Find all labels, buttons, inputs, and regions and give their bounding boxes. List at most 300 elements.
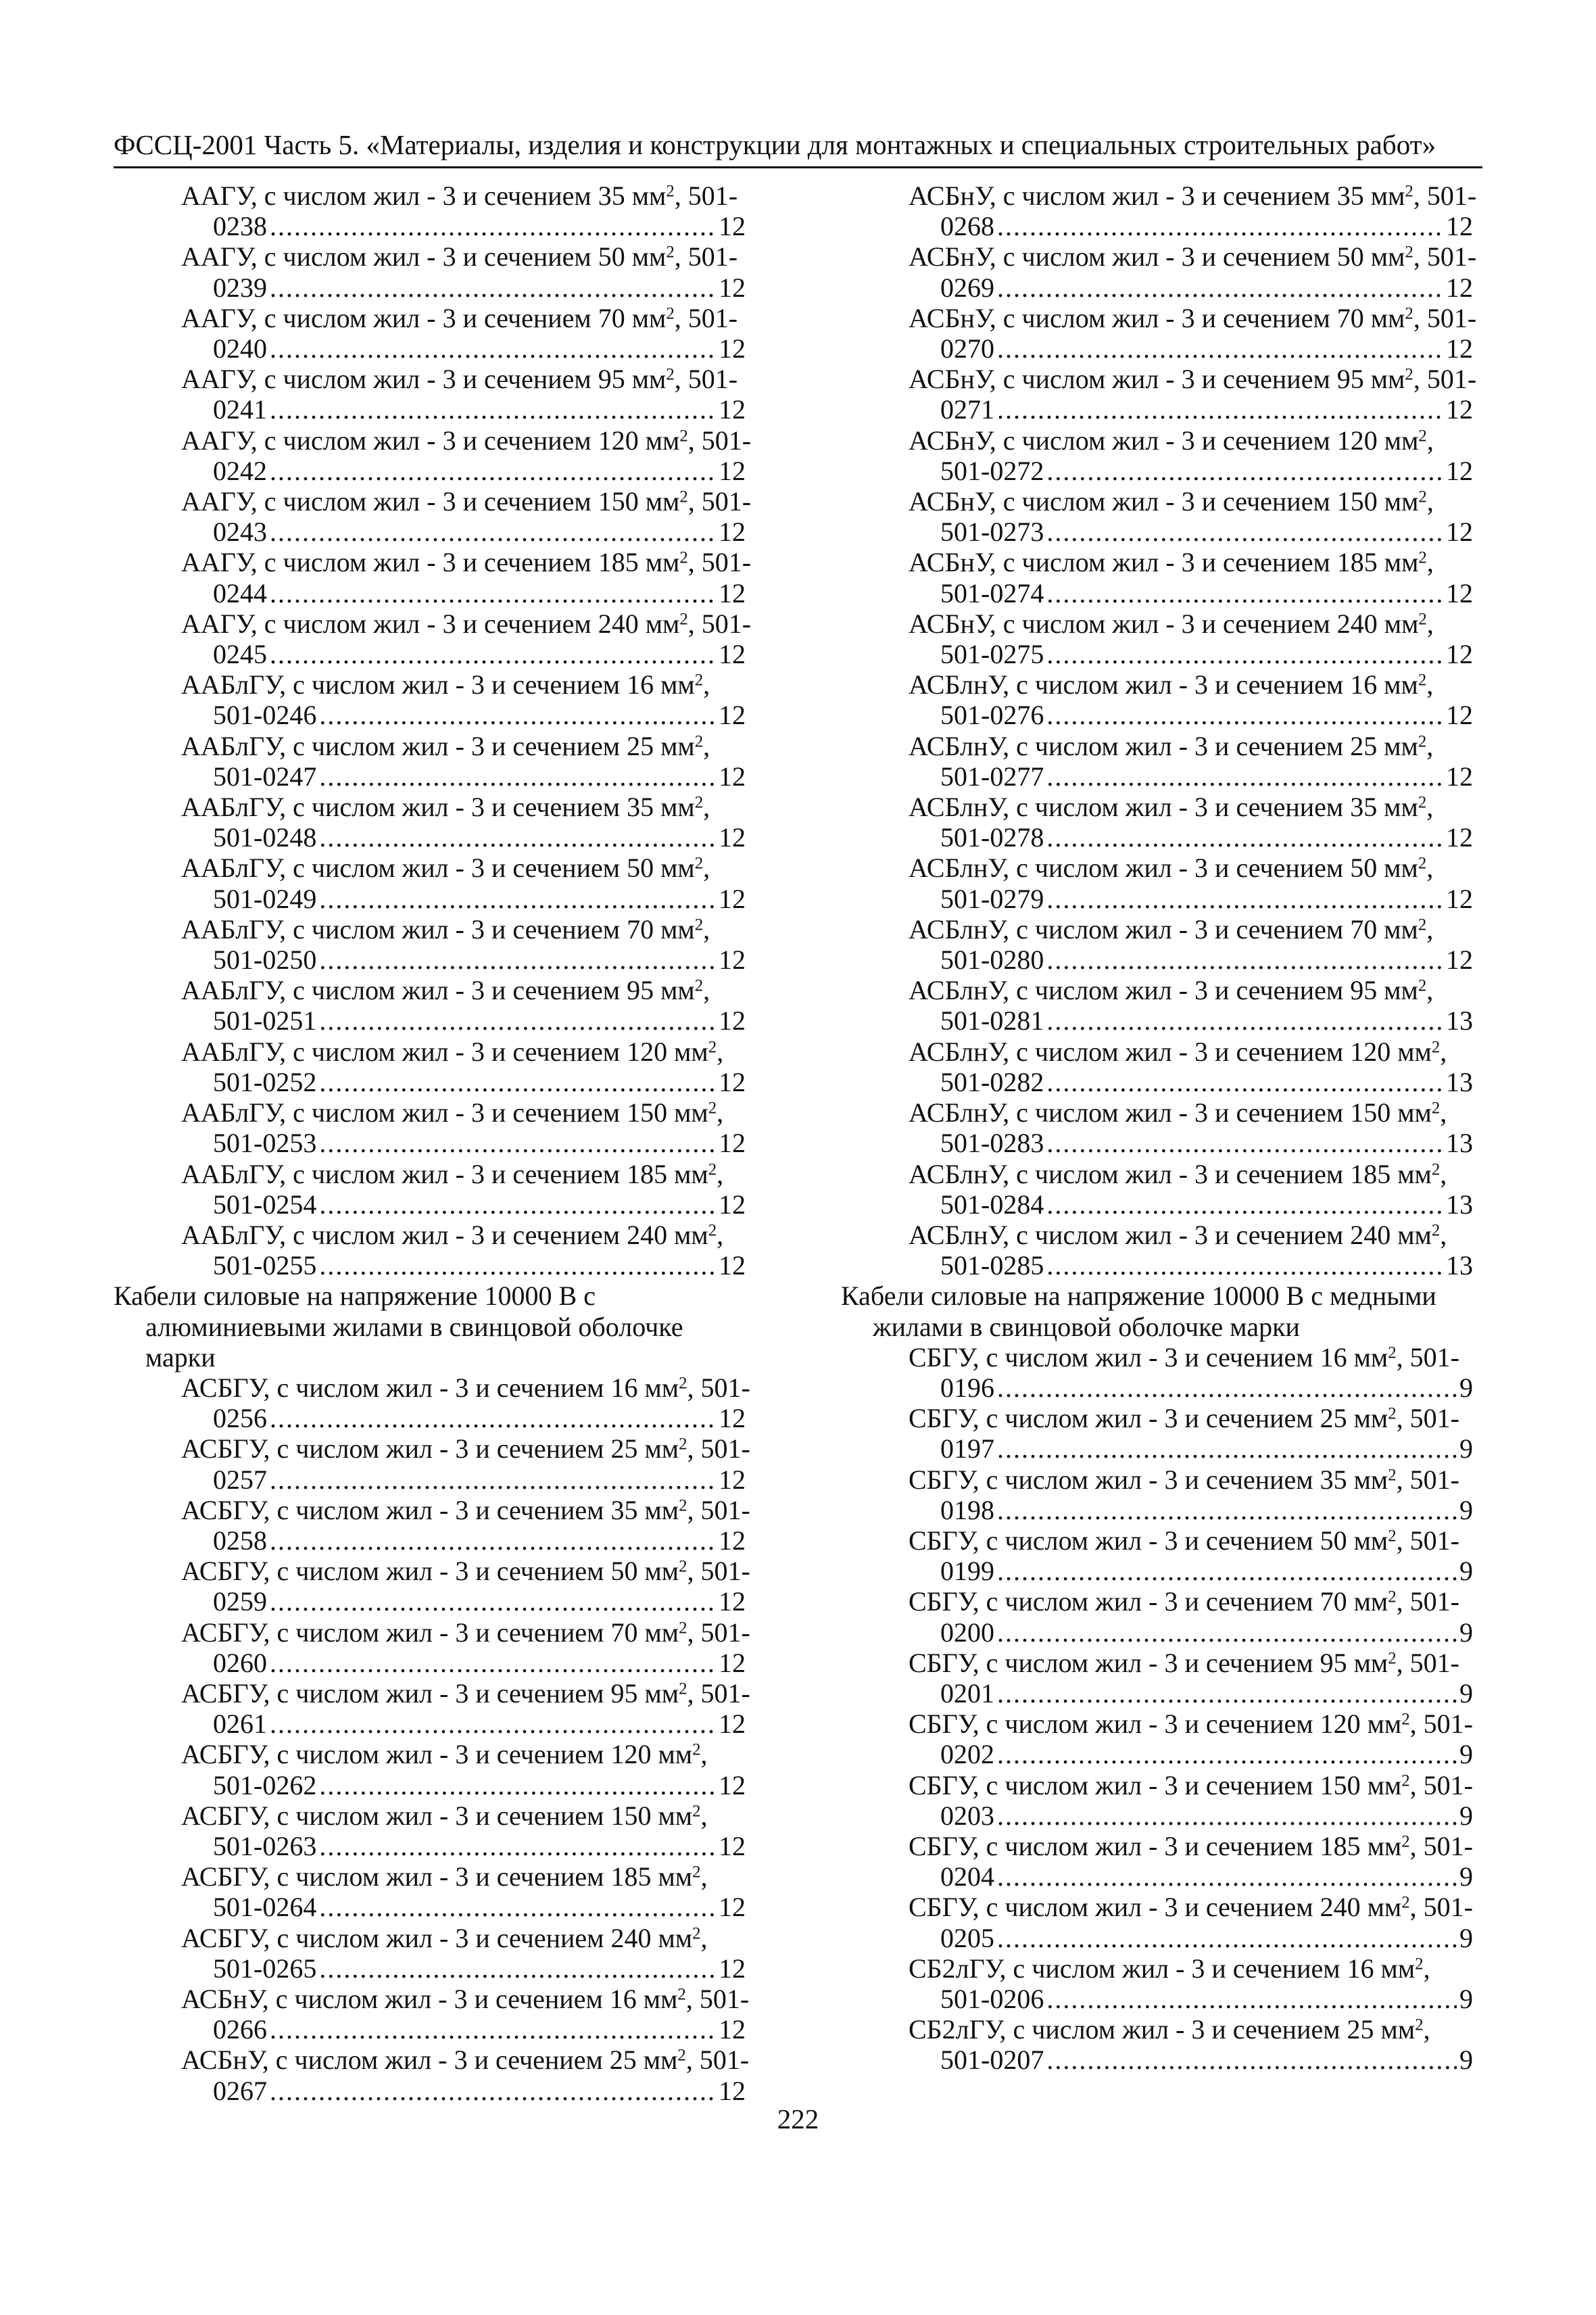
entry-title bbox=[114, 1861, 746, 1892]
entry-code: 0258 bbox=[213, 1525, 267, 1556]
entry-title bbox=[841, 1525, 1473, 1556]
entry-tail: , 501- bbox=[1409, 1709, 1473, 1740]
entry-name: ААБлГУ, с числом жил - 3 и сечением 16 мм bbox=[181, 669, 695, 700]
entry-name: АСБнУ, с числом жил - 3 и сечением 25 мм bbox=[181, 2045, 678, 2076]
entry-title bbox=[114, 1494, 750, 1525]
entry-tail: , 501- bbox=[687, 608, 752, 639]
entry-code-line bbox=[841, 1495, 1473, 1525]
dot-leader bbox=[1046, 884, 1443, 914]
entry-page: 9 bbox=[1459, 2045, 1473, 2076]
entry-page: 9 bbox=[1459, 1861, 1473, 1892]
index-entry bbox=[841, 731, 1473, 792]
index-entry bbox=[841, 2014, 1473, 2075]
entry-code: 0241 bbox=[213, 394, 267, 425]
dot-leader bbox=[1046, 1128, 1443, 1158]
entry-code-line bbox=[841, 639, 1473, 669]
superscript-2: 2 bbox=[1418, 732, 1427, 751]
entry-code: 501-0274 bbox=[940, 577, 1044, 608]
entry-code: 501-0253 bbox=[213, 1128, 317, 1159]
dot-leader bbox=[270, 2014, 716, 2045]
entry-tail: , bbox=[1426, 792, 1434, 823]
entry-page: 12 bbox=[719, 1525, 746, 1556]
superscript-2: 2 bbox=[692, 1924, 701, 1943]
entry-code-line bbox=[841, 1373, 1473, 1403]
entry-page: 12 bbox=[719, 1647, 746, 1678]
entry-tail: , 501- bbox=[1409, 1769, 1473, 1800]
entry-title bbox=[841, 731, 1473, 761]
dot-leader bbox=[319, 822, 716, 853]
dot-leader bbox=[270, 1709, 716, 1739]
entry-page: 9 bbox=[1459, 1433, 1473, 1464]
index-column-right bbox=[841, 181, 1477, 2076]
entry-code-line bbox=[114, 1709, 746, 1739]
entry-page: 12 bbox=[719, 1066, 746, 1097]
entry-title bbox=[841, 792, 1473, 822]
superscript-2: 2 bbox=[677, 1985, 686, 2004]
entry-name: АСБГУ, с числом жил - 3 и сечением 70 мм bbox=[181, 1617, 679, 1648]
index-entry bbox=[114, 608, 752, 670]
entry-code-line bbox=[841, 884, 1473, 914]
entry-code-line bbox=[841, 394, 1473, 425]
dot-leader bbox=[270, 1464, 716, 1495]
dot-leader bbox=[270, 1586, 716, 1617]
entry-name: АСБнУ, с числом жил - 3 и сечением 35 мм bbox=[909, 181, 1405, 211]
entry-page: 9 bbox=[1459, 1677, 1473, 1709]
superscript-2: 2 bbox=[679, 1679, 687, 1698]
entry-tail: , bbox=[1426, 425, 1434, 456]
entry-code: 0199 bbox=[940, 1556, 994, 1587]
entry-code-line bbox=[114, 1953, 746, 1984]
superscript-2: 2 bbox=[679, 1374, 687, 1393]
index-entry bbox=[841, 364, 1477, 425]
entry-tail: , 501- bbox=[1396, 1341, 1459, 1373]
entry-title bbox=[841, 1464, 1473, 1495]
entry-code-line bbox=[841, 517, 1473, 547]
entry-code: 0257 bbox=[213, 1464, 267, 1495]
entry-code: 0201 bbox=[940, 1677, 994, 1709]
entry-code: 501-0281 bbox=[940, 1005, 1044, 1036]
entry-page: 12 bbox=[719, 1830, 746, 1861]
entry-page: 12 bbox=[719, 945, 746, 976]
entry-name: АСБлнУ, с числом жил - 3 и сечением 50 мм bbox=[909, 853, 1418, 884]
entry-code: 0196 bbox=[940, 1372, 994, 1403]
entry-title bbox=[114, 364, 746, 394]
entry-page: 12 bbox=[719, 883, 746, 914]
entry-name: АСБнУ, с числом жил - 3 и сечением 50 мм bbox=[909, 241, 1405, 272]
entry-title bbox=[114, 853, 746, 883]
entry-title bbox=[114, 1677, 750, 1709]
dot-leader bbox=[270, 1525, 716, 1556]
entry-page: 12 bbox=[719, 1953, 746, 1984]
superscript-2: 2 bbox=[1418, 976, 1427, 995]
superscript-2: 2 bbox=[1418, 671, 1427, 690]
entry-code-line bbox=[841, 333, 1473, 364]
entry-code: 501-0284 bbox=[940, 1189, 1044, 1220]
entry-code: 501-0206 bbox=[940, 1983, 1044, 2014]
dot-leader bbox=[319, 1005, 716, 1036]
entry-tail: , 501- bbox=[687, 425, 752, 456]
entry-code: 0268 bbox=[940, 211, 994, 242]
section-heading bbox=[841, 1281, 1473, 1341]
section-heading-line: марки bbox=[145, 1341, 216, 1373]
entry-page: 9 bbox=[1459, 1372, 1473, 1403]
superscript-2: 2 bbox=[694, 671, 704, 690]
entry-name: СБГУ, с числом жил - 3 и сечением 25 мм bbox=[909, 1403, 1388, 1434]
entry-page: 12 bbox=[719, 1189, 746, 1220]
index-entry bbox=[114, 364, 746, 425]
entry-code: 501-0207 bbox=[940, 2045, 1044, 2076]
entry-code: 0240 bbox=[213, 333, 267, 364]
index-entry bbox=[114, 1433, 750, 1495]
entry-tail: , 501- bbox=[1413, 241, 1477, 272]
entry-code: 0271 bbox=[940, 394, 994, 425]
entry-tail: , bbox=[1426, 486, 1434, 517]
entry-page: 9 bbox=[1459, 1922, 1473, 1953]
entry-name: АСБГУ, с числом жил - 3 и сечением 95 мм bbox=[181, 1677, 679, 1709]
entry-code-line bbox=[841, 1189, 1473, 1220]
entry-page: 12 bbox=[1446, 761, 1473, 792]
entry-name: ААБлГУ, с числом жил - 3 и сечением 185 мм bbox=[181, 1158, 708, 1189]
entry-code-line bbox=[114, 1403, 746, 1433]
dot-leader bbox=[1046, 1250, 1443, 1281]
superscript-2: 2 bbox=[708, 1221, 717, 1240]
superscript-2: 2 bbox=[1388, 1527, 1397, 1546]
entry-name: АСБнУ, с числом жил - 3 и сечением 16 мм bbox=[181, 1983, 678, 2014]
entry-title bbox=[114, 1220, 746, 1250]
entry-name: ААГУ, с числом жил - 3 и сечением 70 мм bbox=[181, 302, 667, 333]
superscript-2: 2 bbox=[1431, 1221, 1441, 1240]
entry-code: 0203 bbox=[940, 1800, 994, 1831]
entry-page: 12 bbox=[719, 1250, 746, 1281]
entry-page: 9 bbox=[1459, 1800, 1473, 1831]
section-heading-line: жилами в свинцовой оболочке марки bbox=[873, 1311, 1300, 1342]
entry-code-line bbox=[114, 1586, 746, 1617]
dot-leader bbox=[270, 578, 716, 608]
section-heading-line: Кабели силовые на напряжение 10000 В с bbox=[114, 1281, 596, 1312]
entry-title bbox=[841, 853, 1473, 883]
entry-tail: , 501- bbox=[685, 1983, 750, 2014]
entry-code-line bbox=[841, 2045, 1473, 2075]
entry-tail: , bbox=[1440, 1158, 1447, 1189]
dot-leader bbox=[319, 1953, 716, 1984]
entry-page: 12 bbox=[1446, 883, 1473, 914]
entry-page: 12 bbox=[719, 577, 746, 608]
superscript-2: 2 bbox=[694, 732, 704, 751]
index-entry bbox=[114, 914, 746, 975]
entry-title bbox=[841, 486, 1473, 517]
superscript-2: 2 bbox=[692, 1740, 701, 1759]
entry-code: 501-0250 bbox=[213, 945, 317, 976]
entry-page: 13 bbox=[1446, 1250, 1473, 1281]
dot-leader bbox=[1046, 578, 1443, 608]
index-entry bbox=[841, 1953, 1473, 2014]
index-entry bbox=[114, 669, 746, 730]
entry-tail: , 501- bbox=[687, 547, 752, 578]
entry-name: СБГУ, с числом жил - 3 и сечением 50 мм bbox=[909, 1525, 1388, 1556]
entry-title bbox=[841, 1403, 1473, 1433]
entry-tail: , 501- bbox=[687, 1556, 750, 1587]
entry-title bbox=[841, 1342, 1473, 1373]
dot-leader bbox=[997, 1800, 1457, 1831]
entry-page: 12 bbox=[719, 1769, 746, 1800]
entry-title bbox=[114, 1923, 746, 1953]
entry-code: 501-0248 bbox=[213, 822, 317, 853]
entry-page: 12 bbox=[1446, 945, 1473, 976]
superscript-2: 2 bbox=[1405, 365, 1413, 384]
entry-code: 0242 bbox=[213, 455, 267, 486]
entry-tail: , bbox=[717, 1219, 724, 1250]
entry-code: 0256 bbox=[213, 1403, 267, 1434]
entry-title bbox=[841, 425, 1473, 456]
superscript-2: 2 bbox=[679, 1496, 687, 1515]
entry-tail: , 501- bbox=[1396, 1525, 1459, 1556]
entry-page: 13 bbox=[1446, 1189, 1473, 1220]
dot-leader bbox=[1046, 945, 1443, 975]
index-entry bbox=[841, 608, 1473, 669]
entry-page: 12 bbox=[719, 1403, 746, 1434]
index-entry bbox=[114, 1159, 746, 1220]
entry-tail: , bbox=[1426, 730, 1434, 761]
entry-tail: , 501- bbox=[685, 2045, 750, 2076]
entry-code-line bbox=[841, 1433, 1473, 1464]
index-entry bbox=[841, 1709, 1473, 1769]
superscript-2: 2 bbox=[708, 1099, 717, 1118]
entry-page: 9 bbox=[1459, 1739, 1473, 1770]
entry-code-line bbox=[841, 1067, 1473, 1097]
entry-code-line bbox=[114, 211, 746, 241]
entry-tail: , bbox=[1423, 2014, 1430, 2045]
entry-tail: , bbox=[1440, 1036, 1447, 1067]
index-entry bbox=[841, 302, 1477, 364]
entry-title bbox=[114, 914, 746, 945]
superscript-2: 2 bbox=[679, 427, 688, 446]
index-entry bbox=[841, 1648, 1473, 1709]
index-entry bbox=[114, 1677, 750, 1740]
entry-name: АСБлнУ, с числом жил - 3 и сечением 25 мм bbox=[909, 730, 1418, 761]
dot-leader bbox=[319, 1067, 716, 1097]
dot-leader bbox=[1046, 1067, 1443, 1097]
index-entry bbox=[841, 975, 1473, 1036]
entry-code-line bbox=[114, 822, 746, 853]
entry-name: ААБлГУ, с числом жил - 3 и сечением 50 мм bbox=[181, 853, 695, 884]
index-entry bbox=[841, 853, 1473, 913]
entry-title bbox=[841, 241, 1477, 272]
dot-leader bbox=[319, 884, 716, 914]
entry-code-line bbox=[841, 1678, 1473, 1709]
entry-code: 0200 bbox=[940, 1617, 994, 1648]
entry-name: АСБнУ, с числом жил - 3 и сечением 240 мм bbox=[909, 608, 1419, 639]
entry-page: 12 bbox=[719, 1586, 746, 1617]
superscript-2: 2 bbox=[666, 243, 675, 262]
entry-page: 12 bbox=[719, 2014, 746, 2045]
superscript-2: 2 bbox=[694, 855, 704, 874]
entry-code: 0198 bbox=[940, 1494, 994, 1525]
index-column-left bbox=[114, 181, 752, 2106]
index-entry bbox=[114, 1861, 746, 1922]
entry-name: ААГУ, с числом жил - 3 и сечением 150 мм bbox=[181, 486, 680, 517]
superscript-2: 2 bbox=[1418, 610, 1427, 629]
entry-tail: , bbox=[703, 669, 710, 700]
entry-page: 12 bbox=[1446, 272, 1473, 303]
entry-name: ААГУ, с числом жил - 3 и сечением 185 мм bbox=[181, 547, 680, 578]
entry-name: АСБГУ, с числом жил - 3 и сечением 25 мм bbox=[181, 1433, 679, 1464]
dot-leader bbox=[270, 517, 716, 547]
entry-title bbox=[114, 608, 752, 639]
entry-tail: , bbox=[703, 792, 710, 823]
entry-code: 501-0273 bbox=[940, 517, 1044, 548]
index-entry bbox=[114, 1617, 750, 1678]
page-number: 222 bbox=[777, 2103, 819, 2134]
entry-title bbox=[114, 1983, 750, 2014]
index-entry bbox=[114, 1494, 750, 1556]
entry-tail: , bbox=[703, 913, 710, 945]
entry-tail: , bbox=[1423, 1953, 1430, 1984]
index-entry bbox=[841, 1403, 1473, 1464]
index-entry bbox=[114, 1220, 746, 1281]
entry-code-line bbox=[841, 1617, 1473, 1648]
index-entry bbox=[841, 1831, 1473, 1892]
entry-code-line bbox=[841, 761, 1473, 792]
entry-name: ААБлГУ, с числом жил - 3 и сечением 95 мм bbox=[181, 975, 695, 1006]
index-entry bbox=[841, 241, 1477, 303]
entry-code: 0238 bbox=[213, 211, 267, 242]
entry-name: АСБлнУ, с числом жил - 3 и сечением 185 мм bbox=[909, 1158, 1432, 1189]
entry-title bbox=[841, 1159, 1473, 1189]
entry-code: 0260 bbox=[213, 1647, 267, 1678]
superscript-2: 2 bbox=[694, 976, 704, 995]
dot-leader bbox=[997, 1923, 1457, 1953]
superscript-2: 2 bbox=[708, 1160, 717, 1179]
entry-name: АСБнУ, с числом жил - 3 и сечением 70 мм bbox=[909, 302, 1405, 333]
entry-page: 12 bbox=[1446, 517, 1473, 548]
entry-code-line bbox=[114, 1128, 746, 1158]
entry-tail: , bbox=[1426, 853, 1434, 884]
dot-leader bbox=[319, 700, 716, 730]
entry-title bbox=[841, 1892, 1473, 1922]
superscript-2: 2 bbox=[1415, 1955, 1424, 1974]
entry-tail: , 501- bbox=[687, 1433, 750, 1464]
entry-name: АСБГУ, с числом жил - 3 и сечением 50 мм bbox=[181, 1556, 679, 1587]
superscript-2: 2 bbox=[666, 304, 675, 323]
entry-page: 12 bbox=[719, 1892, 746, 1923]
entry-page: 13 bbox=[1446, 1005, 1473, 1036]
entry-title bbox=[841, 1770, 1473, 1800]
entry-code: 0245 bbox=[213, 639, 267, 670]
entry-code-line bbox=[841, 1556, 1473, 1586]
entry-title bbox=[114, 303, 746, 333]
entry-name: АСБГУ, с числом жил - 3 и сечением 240 мм bbox=[181, 1922, 693, 1953]
dot-leader bbox=[1046, 700, 1443, 730]
entry-page: 12 bbox=[719, 1128, 746, 1159]
entry-tail: , bbox=[703, 975, 710, 1006]
index-entry bbox=[841, 1342, 1473, 1403]
entry-code-line bbox=[114, 1005, 746, 1036]
entry-code-line bbox=[114, 456, 746, 486]
entry-code: 501-0254 bbox=[213, 1189, 317, 1220]
index-entry bbox=[841, 486, 1473, 547]
index-entry bbox=[841, 1097, 1473, 1158]
entry-title bbox=[841, 1648, 1473, 1678]
superscript-2: 2 bbox=[679, 487, 688, 506]
entry-code: 501-0283 bbox=[940, 1128, 1044, 1159]
entry-code-line bbox=[114, 945, 746, 975]
entry-name: ААГУ, с числом жил - 3 и сечением 95 мм bbox=[181, 364, 667, 395]
entry-code: 501-0263 bbox=[213, 1830, 317, 1861]
entry-name: АСБлнУ, с числом жил - 3 и сечением 70 мм bbox=[909, 913, 1418, 945]
entry-page: 12 bbox=[1446, 211, 1473, 242]
dot-leader bbox=[997, 1373, 1457, 1403]
entry-code: 501-0249 bbox=[213, 883, 317, 914]
superscript-2: 2 bbox=[692, 1802, 701, 1821]
entry-name: АСБГУ, с числом жил - 3 и сечением 185 мм bbox=[181, 1861, 693, 1892]
entry-title bbox=[114, 241, 746, 272]
dot-leader bbox=[270, 272, 716, 303]
entry-code-line bbox=[114, 394, 746, 425]
index-entry bbox=[114, 425, 752, 486]
entry-title bbox=[841, 1831, 1473, 1861]
entry-tail: , 501- bbox=[687, 1677, 750, 1709]
dot-leader bbox=[270, 394, 716, 425]
dot-leader bbox=[1046, 639, 1443, 669]
entry-page: 12 bbox=[1446, 333, 1473, 364]
dot-leader bbox=[270, 2076, 716, 2106]
dot-leader bbox=[997, 394, 1443, 425]
superscript-2: 2 bbox=[1401, 1832, 1410, 1851]
dot-leader bbox=[1046, 1189, 1443, 1220]
index-entry bbox=[114, 792, 746, 853]
entry-name: АСБнУ, с числом жил - 3 и сечением 185 мм bbox=[909, 547, 1419, 578]
entry-code-line bbox=[114, 1250, 746, 1281]
entry-code: 501-0285 bbox=[940, 1250, 1044, 1281]
dot-leader bbox=[319, 1250, 716, 1281]
entry-code-line bbox=[114, 1525, 746, 1556]
entry-title bbox=[114, 547, 752, 578]
entry-page: 12 bbox=[719, 272, 746, 303]
entry-name: АСБлнУ, с числом жил - 3 и сечением 95 мм bbox=[909, 975, 1418, 1006]
entry-page: 9 bbox=[1459, 1983, 1473, 2014]
entry-tail: , 501- bbox=[687, 1494, 750, 1525]
entry-title bbox=[841, 669, 1473, 700]
index-entry bbox=[841, 547, 1473, 608]
index-entry bbox=[841, 1525, 1473, 1586]
entry-page: 12 bbox=[719, 333, 746, 364]
entry-code: 0197 bbox=[940, 1433, 994, 1464]
superscript-2: 2 bbox=[1401, 1710, 1410, 1729]
entry-title bbox=[841, 2014, 1473, 2045]
entry-name: СБГУ, с числом жил - 3 и сечением 240 мм bbox=[909, 1892, 1402, 1923]
entry-name: ААГУ, с числом жил - 3 и сечением 240 мм bbox=[181, 608, 680, 639]
entry-tail: , bbox=[703, 853, 710, 884]
index-entry bbox=[841, 1220, 1473, 1281]
entry-code-line bbox=[841, 1984, 1473, 2014]
entry-code: 501-0264 bbox=[213, 1892, 317, 1923]
entry-title bbox=[114, 1800, 746, 1831]
entry-title bbox=[114, 731, 746, 761]
entry-name: ААГУ, с числом жил - 3 и сечением 35 мм bbox=[181, 181, 667, 211]
index-entry bbox=[114, 241, 746, 302]
entry-name: АСБлнУ, с числом жил - 3 и сечением 150 мм bbox=[909, 1097, 1432, 1128]
entry-code-line bbox=[114, 1648, 746, 1678]
dot-leader bbox=[270, 333, 716, 364]
entry-tail: , bbox=[703, 730, 710, 761]
dot-leader bbox=[997, 1495, 1457, 1525]
entry-name: СБ2лГУ, с числом жил - 3 и сечением 25 мм bbox=[909, 2014, 1416, 2045]
entry-name: АСБГУ, с числом жил - 3 и сечением 150 мм bbox=[181, 1800, 693, 1831]
entry-title bbox=[114, 1556, 750, 1587]
entry-name: АСБнУ, с числом жил - 3 и сечением 120 мм bbox=[909, 425, 1419, 456]
superscript-2: 2 bbox=[1431, 1038, 1441, 1057]
index-entry bbox=[841, 669, 1473, 730]
